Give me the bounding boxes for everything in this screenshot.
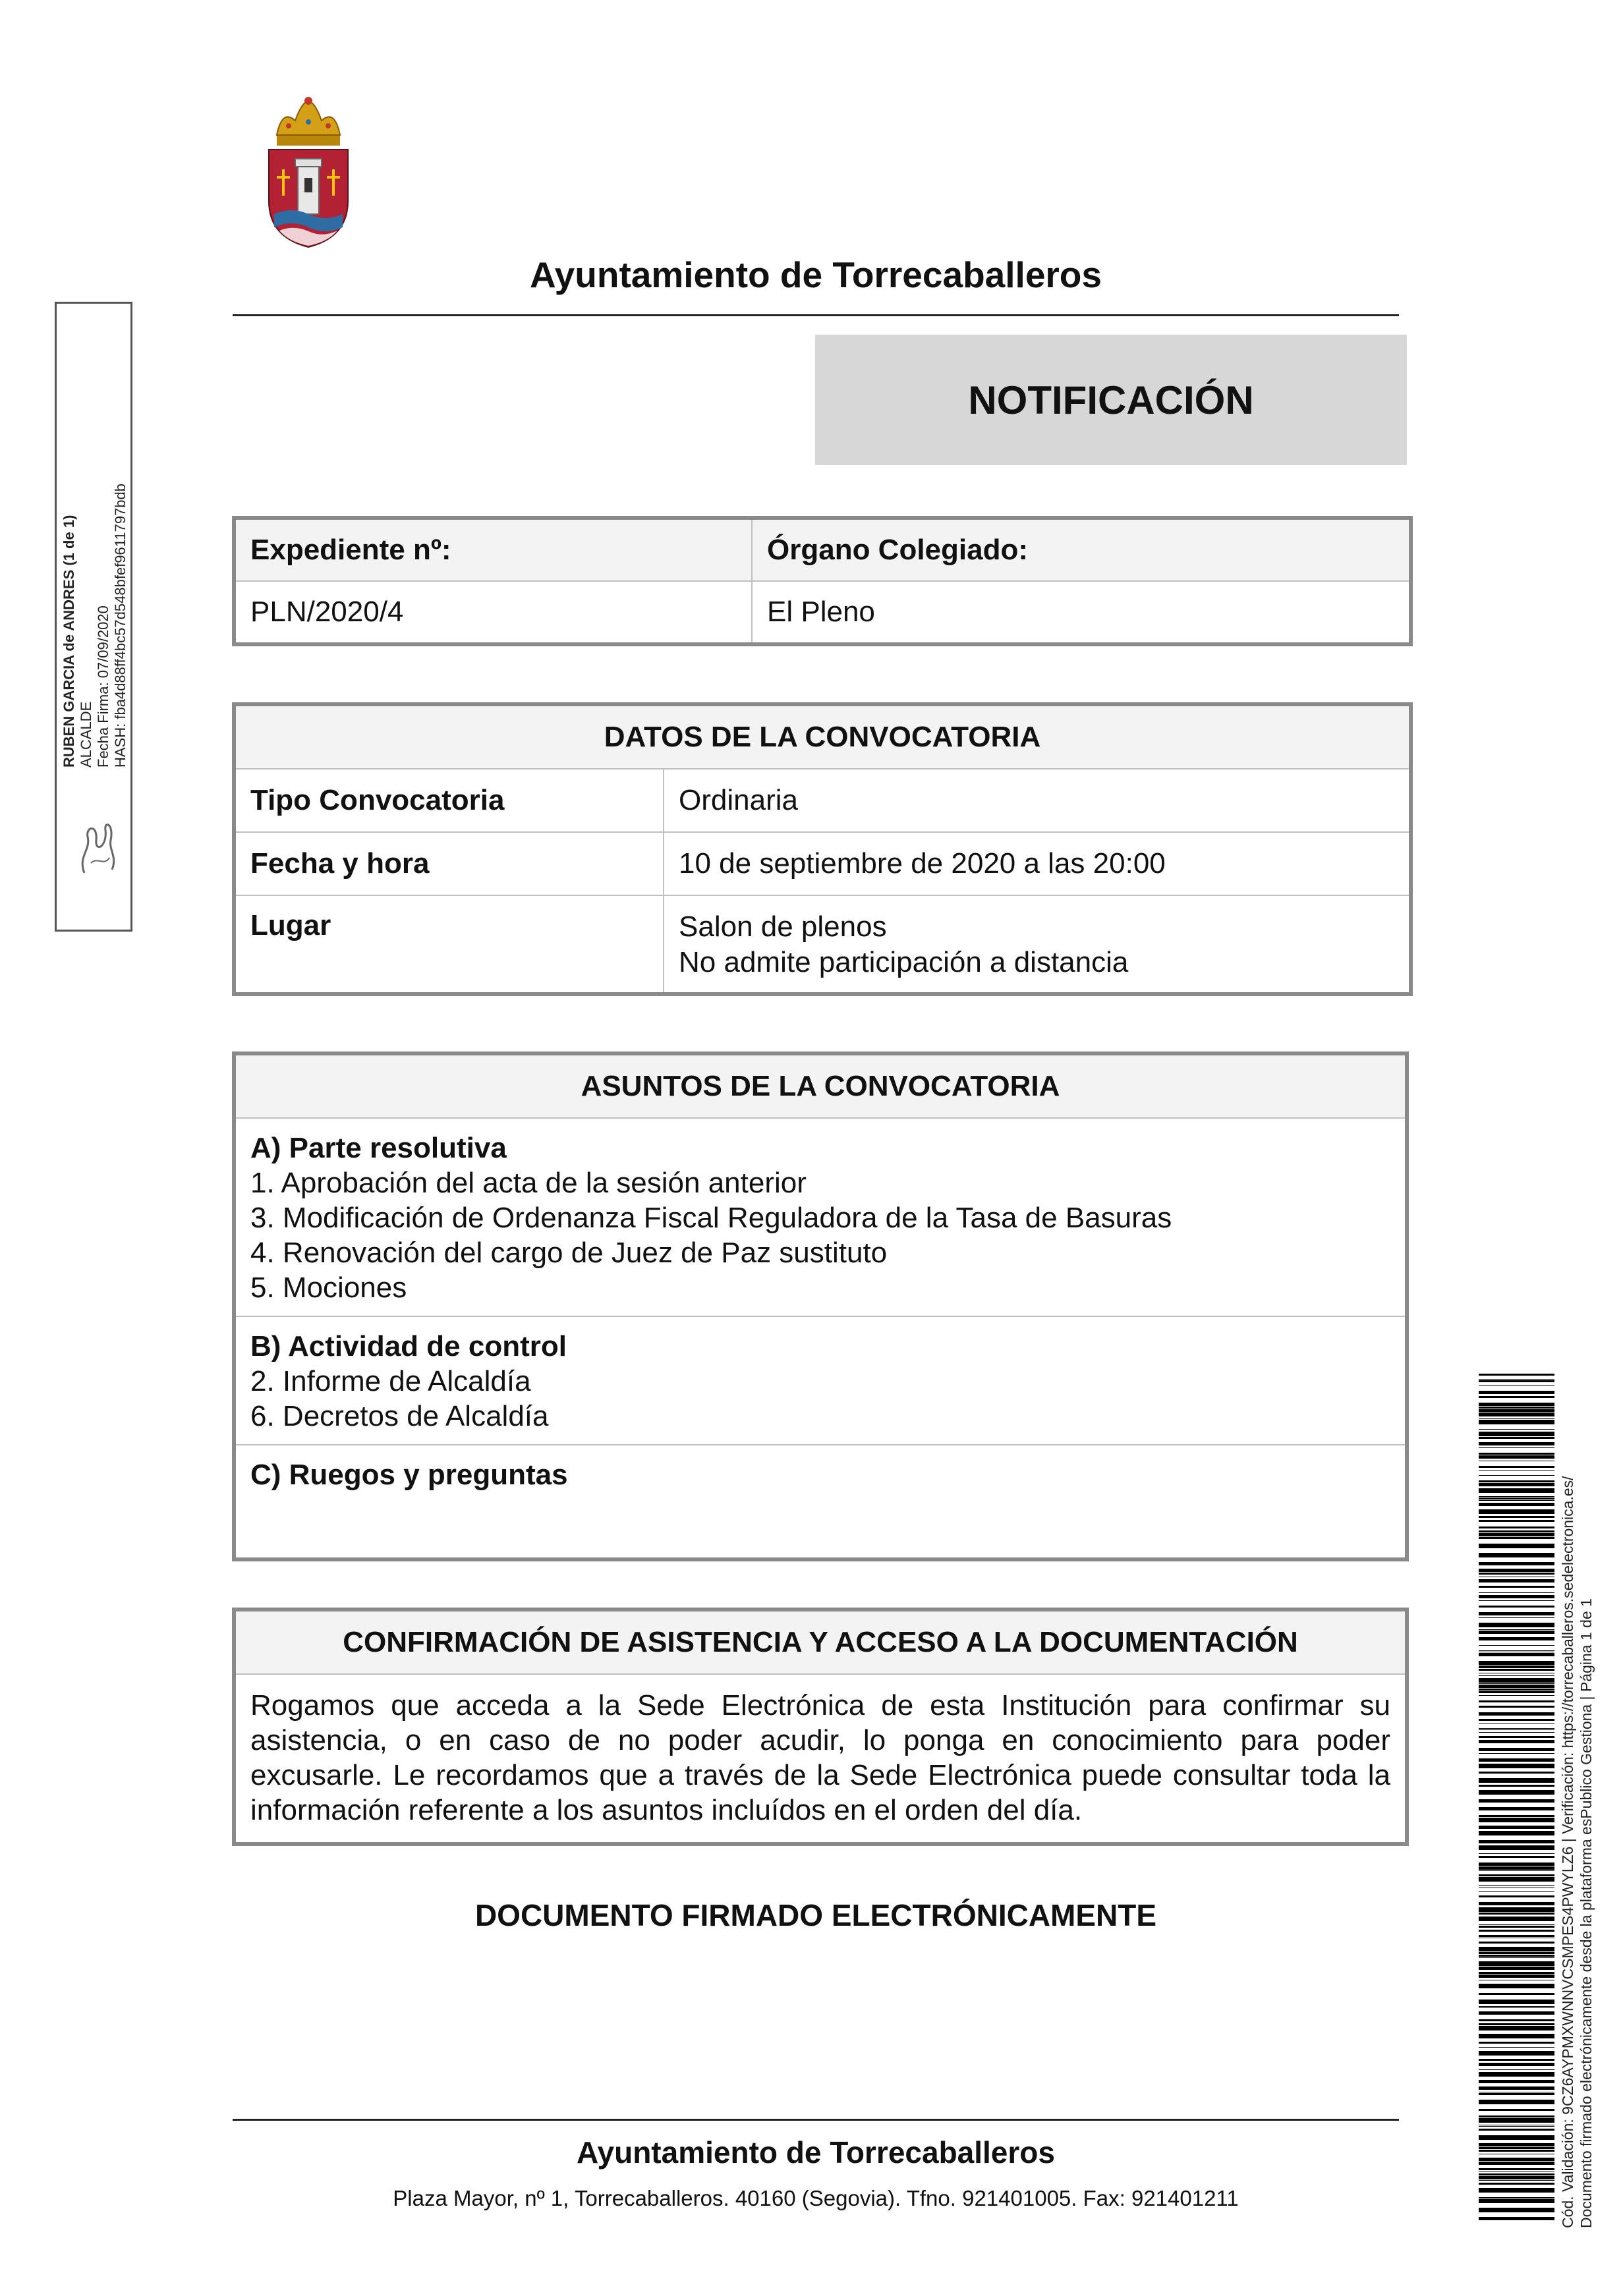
agenda-item: 5. Mociones — [250, 1272, 407, 1304]
expediente-value: PLN/2020/4 — [234, 581, 752, 644]
confirmacion-title: CONFIRMACIÓN DE ASISTENCIA Y ACCESO A LA DOCUMENTACIÓN — [234, 1610, 1407, 1674]
lugar-line: Salon de plenos — [679, 910, 887, 943]
asuntos-title: ASUNTOS DE LA CONVOCATORIA — [234, 1053, 1407, 1118]
verification-platform: Documento firmado electrónicamente desde la plataforma esPublico Gestiona | Página 1 de 1 — [1578, 1598, 1595, 2228]
section-c — [234, 1445, 1407, 1559]
footer-divider — [233, 2119, 1399, 2121]
document-type-banner: NOTIFICACIÓN — [815, 335, 1407, 465]
section-heading: C) Ruegos y preguntas — [250, 1459, 568, 1491]
datos-convocatoria-table — [232, 702, 1413, 996]
confirmacion-text: Rogamos que acceda a la Sede Electrónica de esta Institución para confirmar su asistencia, o en caso de no poder acudir, lo ponga en conocimiento para poder excusarle. Le recordamos que a través de la Sede Electrónica puede consultar toda la información referente a los asuntos incluídos en el orden del día. — [234, 1674, 1407, 1844]
agenda-item: 1. Aprobación del acta de la sesión anterior — [250, 1167, 807, 1199]
confirmacion-table — [232, 1608, 1409, 1846]
barcode-icon — [1479, 1374, 1554, 2224]
tipo-value: Ordinaria — [664, 769, 1411, 832]
coat-of-arms-icon — [262, 96, 355, 250]
asuntos-convocatoria-table — [232, 1051, 1409, 1561]
organo-label: Órgano Colegiado: — [752, 518, 1411, 581]
fecha-value: 10 de septiembre de 2020 a las 20:00 — [664, 832, 1411, 895]
expediente-table — [232, 516, 1413, 646]
signer-name: RUBEN GARCIA de ANDRES (1 de 1) — [61, 515, 77, 768]
organization-title: Ayuntamiento de Torrecaballeros — [530, 254, 1102, 295]
tipo-label: Tipo Convocatoria — [234, 769, 664, 832]
header-divider — [233, 314, 1399, 316]
datos-title: DATOS DE LA CONVOCATORIA — [234, 704, 1411, 769]
signed-notice: DOCUMENTO FIRMADO ELECTRÓNICAMENTE — [474, 1898, 1157, 1932]
signature-date: Fecha Firma: 07/09/2020 — [95, 605, 111, 768]
agenda-item: 6. Decretos de Alcaldía — [250, 1400, 549, 1432]
footer-org-name: Ayuntamiento de Torrecaballeros — [577, 2135, 1055, 2170]
signature-hash: HASH: fba4d88ff4bc57d548bfef9611797bdb — [112, 484, 128, 768]
signer-role: ALCALDE — [78, 701, 94, 768]
agenda-item: 2. Informe de Alcaldía — [250, 1365, 531, 1397]
agenda-item: 3. Modificación de Ordenanza Fiscal Reguladora de la Tasa de Basuras — [250, 1202, 1172, 1234]
agenda-item: 4. Renovación del cargo de Juez de Paz sustituto — [250, 1237, 888, 1269]
section-a — [234, 1118, 1407, 1316]
lugar-value — [664, 895, 1411, 994]
verification-text — [1558, 1372, 1595, 2228]
section-heading: A) Parte resolutiva — [250, 1132, 507, 1164]
lugar-label: Lugar — [234, 895, 664, 994]
fecha-label: Fecha y hora — [234, 832, 664, 895]
footer-address: Plaza Mayor, nº 1, Torrecaballeros. 40160 (Segovia). Tfno. 921401005. Fax: 921401211 — [393, 2186, 1239, 2210]
expediente-label: Expediente nº: — [234, 518, 752, 581]
handwritten-signature-icon — [71, 810, 124, 883]
section-b — [234, 1316, 1407, 1445]
signature-stamp-text — [61, 359, 129, 768]
verification-code: Cód. Validación: 9CZ6AYPMXWNNVCSMPES4PWYLZ6 | Verificación: https://torrecaballeros.sedelectronica.es/ — [1559, 1476, 1576, 2228]
lugar-line: No admite participación a distancia — [679, 946, 1129, 978]
organo-value: El Pleno — [752, 581, 1411, 644]
section-heading: B) Actividad de control — [250, 1330, 567, 1362]
